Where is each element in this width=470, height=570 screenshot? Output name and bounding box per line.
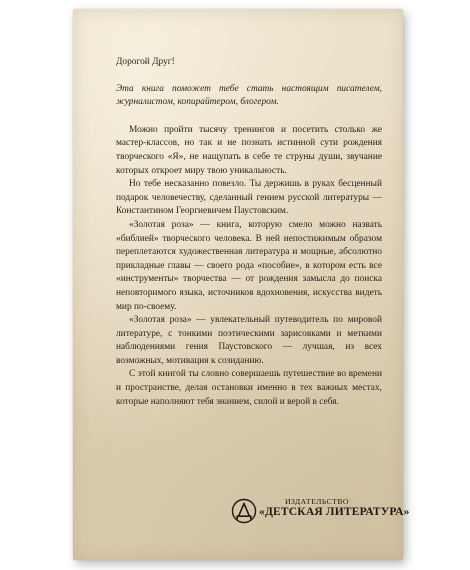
body-paragraph: Но тебе несказанно повезло. Ты держишь в руках бесценный подарок человечеству, сделанный гением русской литературы — Константином Георгиевичем Паустовским. <box>116 179 382 217</box>
publisher-label: ИЗДАТЕЛЬСТВО <box>285 497 349 506</box>
cover-text-block <box>116 56 382 409</box>
body-paragraph: «Золотая роза» — книга, которую смело можно назвать «библией» творческого человека. В ней непостижимым образом переплетаются художественная литература и мощные, абсолютно прикладные главы — своего рода «пособие», в котором есть все «инструменты» творчества — от рождения замысла до поиска неповторимого языка, источников вдохновения, искусства видеть мир по-своему. <box>116 219 382 312</box>
body-paragraph: Можно пройти тысячу тренингов и посетить столько же мастер-классов, но так и не познать истинной сути рождения творческого «Я», не нащупать в себе те струны души, звучание которых откроет миру твою уникальность. <box>116 124 382 176</box>
greeting-line: Дорогой Друг! <box>116 57 175 67</box>
letter-d-logo-icon <box>231 498 257 524</box>
body-paragraph: С этой книгой ты словно совершаешь путешествие во времени и пространстве, делая остановки именно в тех важных местах, которые наполняют тебя знанием, силой и верой в себя. <box>116 369 382 407</box>
book-back-cover <box>73 9 410 560</box>
body-paragraph: «Золотая роза» — увлекательный путеводитель по мировой литературе, с тонкими поэтическими зарисовками и меткими наблюдениями гения Паустовского — лучшая, из всех возможных, мотивация к созиданию. <box>116 315 382 366</box>
publisher-name: «ДЕТСКАЯ ЛИТЕРАТУРА» <box>259 506 410 518</box>
intro-italic-paragraph: Эта книга поможет тебе стать настоящим писателем, журналистом, копирайтером, блогером. <box>116 83 382 108</box>
publisher-logo-block <box>231 497 410 527</box>
